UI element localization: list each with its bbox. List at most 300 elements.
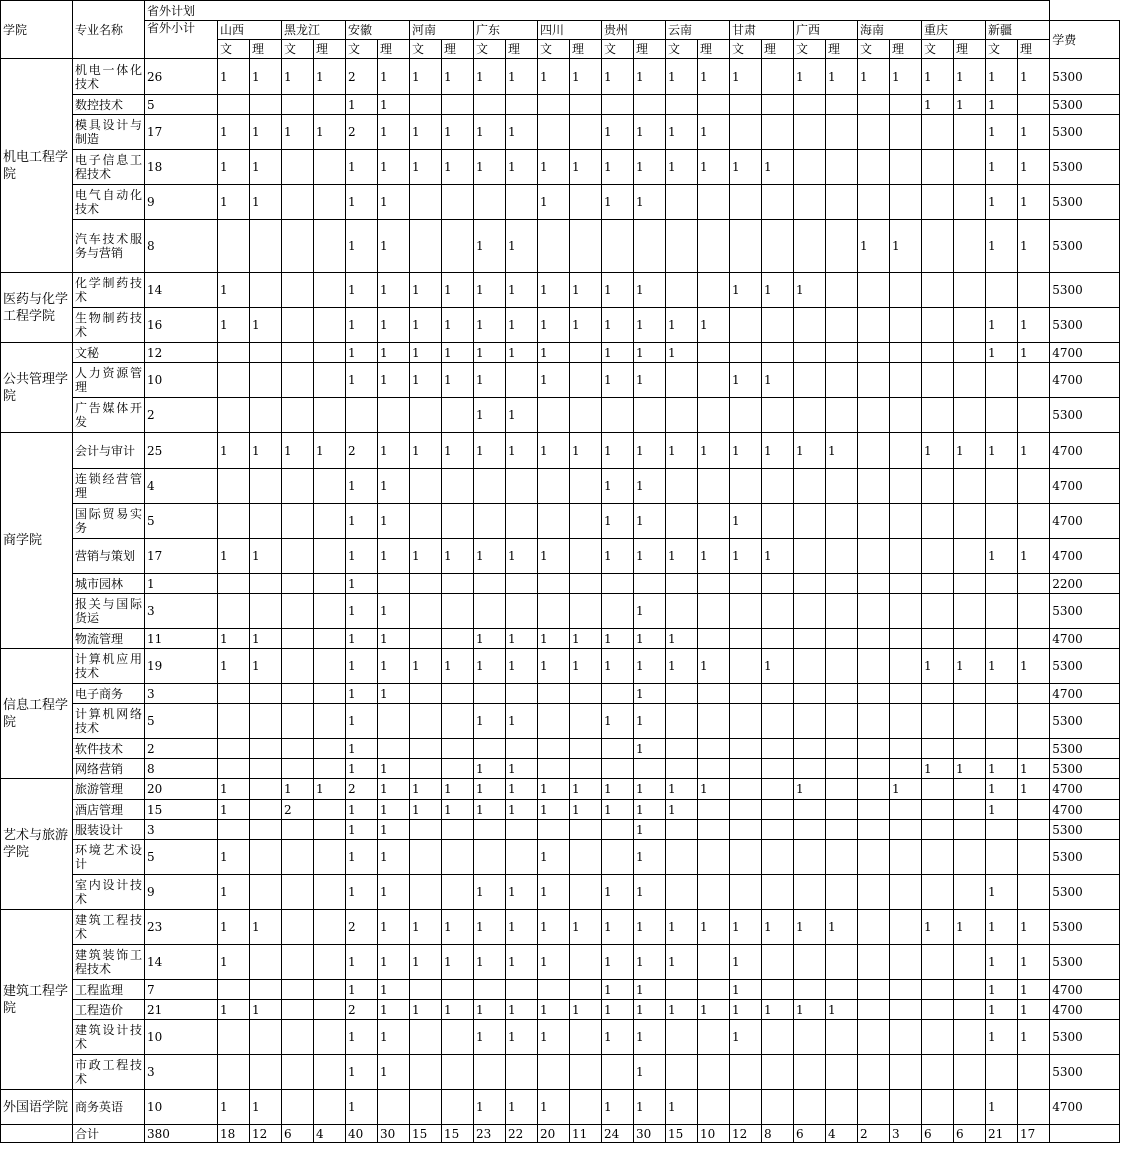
quota-cell: [506, 739, 538, 759]
quota-cell: 1: [378, 840, 410, 875]
quota-cell: [794, 649, 826, 684]
quota-cell: 1: [858, 220, 890, 273]
total-cell: 15: [410, 1125, 442, 1143]
quota-cell: [890, 504, 922, 539]
quota-cell: [314, 684, 346, 704]
quota-cell: [890, 273, 922, 308]
quota-cell: [442, 1020, 474, 1055]
quota-cell: [762, 469, 794, 504]
quota-cell: 1: [1018, 1000, 1050, 1020]
quota-cell: 1: [410, 910, 442, 945]
quota-cell: [922, 273, 954, 308]
quota-cell: 1: [346, 308, 378, 343]
quota-cell: [826, 363, 858, 398]
quota-cell: [1018, 594, 1050, 629]
quota-cell: 1: [730, 910, 762, 945]
quota-cell: 1: [474, 273, 506, 308]
quota-cell: [506, 820, 538, 840]
quota-cell: [922, 800, 954, 820]
quota-cell: [986, 398, 1018, 433]
quota-cell: [890, 95, 922, 115]
province-header: 海南: [858, 21, 922, 40]
quota-cell: 1: [602, 980, 634, 1000]
quota-cell: [922, 739, 954, 759]
quota-cell: [858, 273, 890, 308]
quota-cell: [826, 820, 858, 840]
quota-cell: [730, 739, 762, 759]
quota-cell: [794, 1090, 826, 1125]
quota-cell: 1: [730, 433, 762, 469]
quota-cell: [730, 398, 762, 433]
quota-cell: [698, 594, 730, 629]
quota-cell: 1: [794, 779, 826, 800]
quota-cell: [954, 150, 986, 185]
quota-cell: 1: [826, 59, 858, 95]
quota-cell: 1: [602, 910, 634, 945]
quota-cell: 1: [538, 1000, 570, 1020]
quota-cell: 1: [1018, 539, 1050, 574]
quota-cell: [218, 363, 250, 398]
total-cell: 18: [218, 1125, 250, 1143]
quota-cell: [570, 185, 602, 220]
quota-cell: [282, 629, 314, 649]
subtotal-cell: 1: [145, 574, 218, 594]
quota-cell: [730, 820, 762, 840]
quota-cell: 1: [666, 308, 698, 343]
quota-cell: [890, 1055, 922, 1090]
quota-cell: [698, 820, 730, 840]
quota-cell: [730, 115, 762, 150]
quota-cell: [826, 273, 858, 308]
subtotal-cell: 7: [145, 980, 218, 1000]
quota-cell: 1: [410, 59, 442, 95]
total-cell: 30: [378, 1125, 410, 1143]
quota-cell: [762, 1020, 794, 1055]
major-name: 软件技术: [73, 739, 145, 759]
quota-cell: 1: [602, 649, 634, 684]
fee-cell: 5300: [1050, 910, 1120, 945]
quota-cell: 1: [474, 220, 506, 273]
quota-cell: [762, 759, 794, 779]
quota-cell: [442, 220, 474, 273]
quota-cell: [922, 1020, 954, 1055]
quota-cell: 1: [378, 433, 410, 469]
li-header: 理: [698, 40, 730, 59]
li-header: 理: [954, 40, 986, 59]
total-cell: 15: [666, 1125, 698, 1143]
quota-cell: [442, 704, 474, 739]
quota-cell: [250, 574, 282, 594]
quota-cell: [730, 185, 762, 220]
quota-cell: [282, 1000, 314, 1020]
quota-cell: 1: [698, 779, 730, 800]
quota-cell: [954, 469, 986, 504]
quota-cell: [794, 398, 826, 433]
quota-cell: [858, 1055, 890, 1090]
province-header: 贵州: [602, 21, 666, 40]
fee-cell: 5300: [1050, 820, 1120, 840]
quota-cell: 1: [378, 150, 410, 185]
quota-cell: [314, 469, 346, 504]
quota-cell: [698, 1090, 730, 1125]
quota-cell: 1: [986, 95, 1018, 115]
quota-cell: 1: [346, 875, 378, 910]
subtotal-cell: 12: [145, 343, 218, 363]
fee-cell: 5300: [1050, 875, 1120, 910]
quota-cell: 1: [346, 1055, 378, 1090]
quota-cell: [730, 1090, 762, 1125]
quota-cell: 1: [250, 649, 282, 684]
quota-cell: [218, 504, 250, 539]
table-row: [1, 1055, 1120, 1090]
quota-cell: [506, 185, 538, 220]
quota-cell: [826, 539, 858, 574]
quota-cell: 1: [378, 980, 410, 1000]
quota-cell: [282, 594, 314, 629]
quota-cell: 1: [730, 945, 762, 980]
quota-cell: 1: [794, 1000, 826, 1020]
fee-cell: 5300: [1050, 759, 1120, 779]
quota-cell: [1018, 820, 1050, 840]
li-header: 理: [890, 40, 922, 59]
quota-cell: 2: [346, 1000, 378, 1020]
li-header: 理: [442, 40, 474, 59]
quota-cell: 1: [698, 649, 730, 684]
subtotal-cell: 23: [145, 910, 218, 945]
quota-cell: [1018, 504, 1050, 539]
quota-cell: [730, 594, 762, 629]
quota-cell: [410, 1020, 442, 1055]
quota-cell: [890, 800, 922, 820]
quota-cell: [858, 684, 890, 704]
quota-cell: [410, 1090, 442, 1125]
quota-cell: 1: [346, 220, 378, 273]
quota-cell: [410, 820, 442, 840]
quota-cell: 1: [410, 115, 442, 150]
quota-cell: [250, 398, 282, 433]
quota-cell: 1: [346, 980, 378, 1000]
quota-cell: 1: [378, 273, 410, 308]
quota-cell: 1: [634, 539, 666, 574]
fee-cell: 4700: [1050, 539, 1120, 574]
quota-cell: 1: [538, 840, 570, 875]
quota-cell: [282, 469, 314, 504]
quota-cell: [538, 115, 570, 150]
table-row: [1, 363, 1120, 398]
subtotal-cell: 8: [145, 220, 218, 273]
table-row: [1, 398, 1120, 433]
quota-cell: [506, 594, 538, 629]
quota-cell: 1: [378, 684, 410, 704]
quota-cell: [890, 704, 922, 739]
quota-cell: 1: [442, 343, 474, 363]
quota-cell: [986, 739, 1018, 759]
quota-cell: 1: [410, 308, 442, 343]
quota-cell: [666, 739, 698, 759]
quota-cell: 1: [442, 945, 474, 980]
quota-cell: [570, 875, 602, 910]
quota-cell: [954, 308, 986, 343]
quota-cell: [314, 1020, 346, 1055]
table-row: [1, 739, 1120, 759]
quota-cell: 1: [602, 1090, 634, 1125]
quota-cell: [762, 779, 794, 800]
quota-cell: 1: [954, 433, 986, 469]
quota-cell: [250, 704, 282, 739]
quota-cell: 1: [602, 363, 634, 398]
quota-cell: [570, 1090, 602, 1125]
quota-cell: 1: [378, 875, 410, 910]
fee-cell: 4700: [1050, 779, 1120, 800]
quota-cell: 1: [250, 1090, 282, 1125]
quota-cell: [954, 875, 986, 910]
total-cell: 30: [634, 1125, 666, 1143]
quota-cell: [890, 684, 922, 704]
quota-cell: [922, 1000, 954, 1020]
quota-cell: 1: [474, 629, 506, 649]
quota-cell: [698, 469, 730, 504]
quota-cell: [314, 363, 346, 398]
province-header: 山西: [218, 21, 282, 40]
major-name: 城市园林: [73, 574, 145, 594]
table-row: [1, 433, 1120, 469]
quota-cell: 1: [410, 800, 442, 820]
quota-cell: [666, 469, 698, 504]
quota-cell: 1: [666, 150, 698, 185]
quota-cell: [218, 574, 250, 594]
quota-cell: 1: [602, 308, 634, 343]
quota-cell: [250, 739, 282, 759]
quota-cell: 1: [986, 1000, 1018, 1020]
quota-cell: [698, 739, 730, 759]
total-cell: 4: [314, 1125, 346, 1143]
major-name: 化学制药技术: [73, 273, 145, 308]
quota-cell: 1: [986, 59, 1018, 95]
quota-cell: [538, 220, 570, 273]
quota-cell: 1: [1018, 343, 1050, 363]
fee-cell: 4700: [1050, 800, 1120, 820]
quota-cell: 1: [570, 779, 602, 800]
quota-cell: 1: [634, 739, 666, 759]
quota-cell: [954, 1055, 986, 1090]
quota-cell: [698, 980, 730, 1000]
quota-cell: [954, 840, 986, 875]
quota-cell: [826, 95, 858, 115]
quota-cell: 1: [698, 539, 730, 574]
quota-cell: [954, 1000, 986, 1020]
quota-cell: [890, 739, 922, 759]
li-header: 理: [250, 40, 282, 59]
quota-cell: [602, 684, 634, 704]
quota-cell: [1018, 1055, 1050, 1090]
quota-cell: 1: [634, 629, 666, 649]
quota-cell: [1018, 398, 1050, 433]
total-empty-cell: [1, 1125, 73, 1143]
quota-cell: [602, 220, 634, 273]
major-name: 旅游管理: [73, 779, 145, 800]
quota-cell: [570, 840, 602, 875]
quota-cell: 1: [1018, 1020, 1050, 1055]
quota-cell: [442, 629, 474, 649]
quota-cell: 1: [218, 649, 250, 684]
quota-cell: [474, 840, 506, 875]
wen-header: 文: [666, 40, 698, 59]
quota-cell: [954, 704, 986, 739]
quota-cell: [570, 95, 602, 115]
quota-cell: 1: [634, 649, 666, 684]
quota-cell: 1: [346, 95, 378, 115]
quota-cell: 1: [666, 945, 698, 980]
quota-cell: [826, 980, 858, 1000]
quota-cell: [730, 800, 762, 820]
province-header: 甘肃: [730, 21, 794, 40]
quota-cell: 1: [506, 629, 538, 649]
wen-header: 文: [282, 40, 314, 59]
quota-cell: 1: [218, 1090, 250, 1125]
quota-cell: [250, 779, 282, 800]
quota-cell: [602, 840, 634, 875]
quota-cell: [570, 539, 602, 574]
quota-cell: [890, 980, 922, 1000]
quota-cell: 1: [922, 759, 954, 779]
quota-cell: [794, 95, 826, 115]
quota-cell: [314, 629, 346, 649]
quota-cell: 1: [474, 1020, 506, 1055]
quota-cell: [794, 840, 826, 875]
quota-cell: [538, 739, 570, 759]
quota-cell: [762, 739, 794, 759]
quota-cell: [858, 150, 890, 185]
total-row: [1, 1125, 1120, 1143]
quota-cell: [666, 684, 698, 704]
quota-cell: 1: [218, 185, 250, 220]
quota-cell: 1: [378, 945, 410, 980]
quota-cell: 1: [506, 704, 538, 739]
total-cell: 22: [506, 1125, 538, 1143]
quota-cell: 1: [634, 800, 666, 820]
quota-cell: 1: [346, 539, 378, 574]
quota-cell: [666, 220, 698, 273]
quota-cell: 1: [442, 1000, 474, 1020]
quota-cell: 1: [410, 433, 442, 469]
total-cell: 2: [858, 1125, 890, 1143]
quota-cell: [794, 150, 826, 185]
fee-cell: 5300: [1050, 185, 1120, 220]
quota-cell: [218, 739, 250, 759]
table-row: [1, 594, 1120, 629]
quota-cell: 1: [698, 308, 730, 343]
quota-cell: 1: [378, 504, 410, 539]
quota-cell: [410, 704, 442, 739]
wen-header: 文: [602, 40, 634, 59]
quota-cell: [922, 629, 954, 649]
quota-cell: 1: [378, 343, 410, 363]
total-cell: 23: [474, 1125, 506, 1143]
quota-cell: [314, 398, 346, 433]
li-header: 理: [378, 40, 410, 59]
quota-cell: [826, 629, 858, 649]
quota-cell: 1: [826, 910, 858, 945]
quota-cell: 1: [410, 539, 442, 574]
quota-cell: [730, 220, 762, 273]
quota-cell: [890, 398, 922, 433]
quota-cell: [474, 980, 506, 1000]
quota-cell: [218, 220, 250, 273]
quota-cell: [922, 684, 954, 704]
major-name: 室内设计技术: [73, 875, 145, 910]
major-name: 汽车技术服务与营销: [73, 220, 145, 273]
quota-cell: 1: [506, 945, 538, 980]
quota-cell: 1: [378, 220, 410, 273]
quota-cell: [826, 1020, 858, 1055]
major-name: 国际贸易实务: [73, 504, 145, 539]
subtotal-cell: 16: [145, 308, 218, 343]
quota-cell: 1: [794, 273, 826, 308]
table-row: [1, 980, 1120, 1000]
quota-cell: [250, 820, 282, 840]
quota-cell: [730, 308, 762, 343]
total-cell: 40: [346, 1125, 378, 1143]
quota-cell: [890, 539, 922, 574]
quota-cell: 1: [634, 469, 666, 504]
quota-cell: [538, 504, 570, 539]
major-name: 网络营销: [73, 759, 145, 779]
quota-cell: [858, 185, 890, 220]
quota-cell: 1: [442, 115, 474, 150]
quota-cell: [698, 945, 730, 980]
quota-cell: [922, 779, 954, 800]
quota-cell: [954, 398, 986, 433]
quota-cell: [826, 945, 858, 980]
subtotal-cell: 5: [145, 840, 218, 875]
quota-cell: 1: [634, 433, 666, 469]
quota-cell: [250, 220, 282, 273]
wen-header: 文: [410, 40, 442, 59]
quota-cell: 1: [378, 779, 410, 800]
quota-cell: 1: [666, 800, 698, 820]
quota-cell: [794, 980, 826, 1000]
quota-cell: 1: [378, 95, 410, 115]
quota-cell: 1: [634, 363, 666, 398]
quota-cell: [250, 980, 282, 1000]
quota-cell: [954, 343, 986, 363]
quota-cell: 1: [218, 150, 250, 185]
quota-cell: [858, 945, 890, 980]
quota-cell: 1: [570, 1000, 602, 1020]
college-name: 公共管理学院: [1, 343, 73, 433]
quota-cell: [890, 759, 922, 779]
quota-cell: 1: [986, 115, 1018, 150]
subtotal-cell: 10: [145, 1020, 218, 1055]
fee-cell: 5300: [1050, 150, 1120, 185]
quota-cell: [410, 629, 442, 649]
header-fee: 学费: [1050, 21, 1120, 59]
quota-cell: [858, 820, 890, 840]
quota-cell: [986, 840, 1018, 875]
quota-cell: [922, 343, 954, 363]
quota-cell: [314, 504, 346, 539]
quota-cell: [698, 759, 730, 779]
quota-cell: [602, 759, 634, 779]
quota-cell: 1: [282, 59, 314, 95]
quota-cell: [762, 800, 794, 820]
table-row: [1, 59, 1120, 95]
quota-cell: 1: [826, 433, 858, 469]
quota-cell: 1: [218, 115, 250, 150]
quota-cell: [410, 95, 442, 115]
wen-header: 文: [922, 40, 954, 59]
quota-cell: [858, 398, 890, 433]
